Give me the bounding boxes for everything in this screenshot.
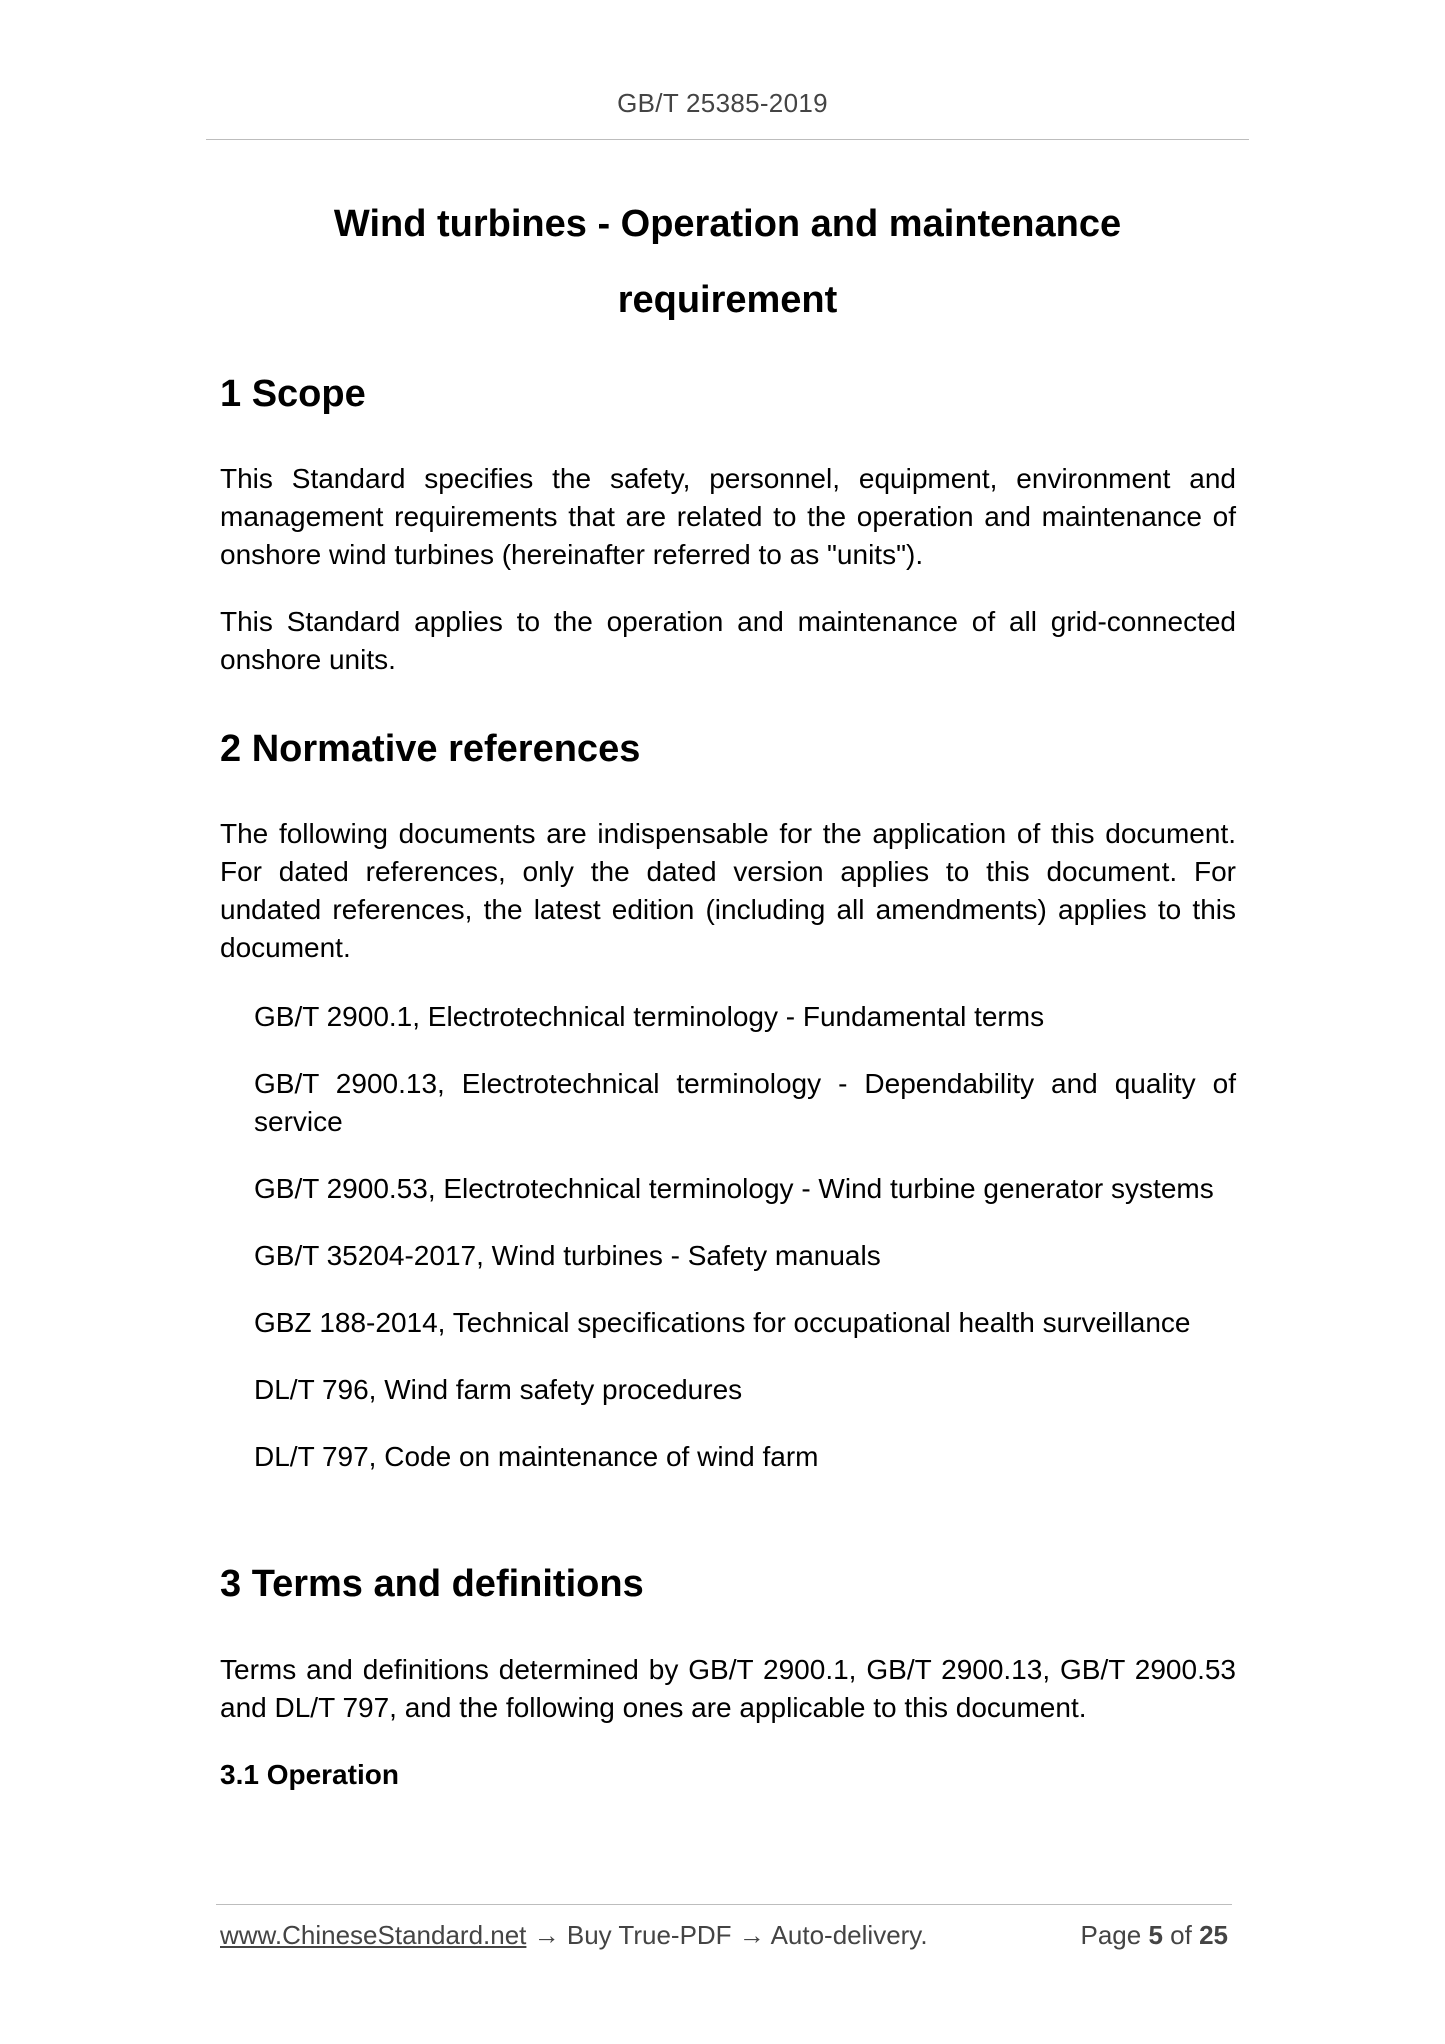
scope-body [220, 460, 1236, 574]
page-total: 25 [1199, 1920, 1228, 1950]
reference-list [220, 998, 1236, 1476]
scope-body-2 [220, 603, 1236, 679]
footer-divider [216, 1904, 1232, 1905]
paragraph: This Standard specifies the safety, personnel, equipment, environment and management requirements that are related to the operation and maintenance of onshore wind turbines (hereinafter referred to as "units"). [220, 463, 1236, 570]
running-header: GB/T 25385-2019 [617, 88, 828, 118]
paragraph: The following documents are indispensable for the application of this document. For dated references, only the dated version applies to this document. For undated references, the latest edition (including all amendments) applies to this document. [220, 818, 1236, 963]
terms-intro [220, 1651, 1236, 1727]
section-normative-references [220, 726, 1236, 772]
subsection-heading: 3.1 Operation [220, 1759, 399, 1790]
reference-item: GB/T 35204-2017, Wind turbines - Safety manuals [254, 1240, 881, 1271]
title-line-2: requirement [617, 279, 838, 321]
section-heading: 1 Scope [220, 373, 366, 415]
reference-item: GB/T 2900.13, Electrotechnical terminology - Dependability and quality of service [254, 1068, 1236, 1137]
footer-promo [220, 1920, 928, 1951]
reference-item: GBZ 188-2014, Technical specifications for occupational health surveillance [254, 1307, 1191, 1338]
section-terms-definitions [220, 1561, 1236, 1607]
section-heading: 2 Normative references [220, 728, 641, 770]
document-title [206, 186, 1249, 338]
reference-item: GB/T 2900.1, Electrotechnical terminology - Fundamental terms [254, 1001, 1045, 1032]
page-label: Page [1080, 1920, 1142, 1950]
section-heading: 3 Terms and definitions [220, 1563, 644, 1605]
normative-intro [220, 815, 1236, 967]
section-scope [220, 371, 1236, 417]
subsection-operation [220, 1757, 1236, 1793]
title-line-1: Wind turbines - Operation and maintenance [333, 203, 1122, 245]
reference-item: DL/T 796, Wind farm safety procedures [254, 1374, 743, 1405]
page-footer [220, 1920, 1228, 1951]
reference-item: DL/T 797, Code on maintenance of wind farm [254, 1441, 819, 1472]
page-of: of [1170, 1920, 1192, 1950]
reference-item: GB/T 2900.53, Electrotechnical terminology - Wind turbine generator systems [254, 1173, 1214, 1204]
reference-list-wrap [220, 998, 1236, 1505]
page-number [1080, 1920, 1228, 1951]
header-divider [206, 139, 1249, 140]
website-link[interactable]: www.ChineseStandard.net [220, 1920, 527, 1950]
paragraph: This Standard applies to the operation and maintenance of all grid-connected onshore units. [220, 606, 1236, 675]
promo-text: → Buy True-PDF → Auto-delivery. [526, 1920, 928, 1950]
page-current: 5 [1148, 1920, 1163, 1950]
paragraph: Terms and definitions determined by GB/T 2900.1, GB/T 2900.13, GB/T 2900.53 and DL/T 797, and the following ones are applicable to this document. [220, 1654, 1236, 1723]
